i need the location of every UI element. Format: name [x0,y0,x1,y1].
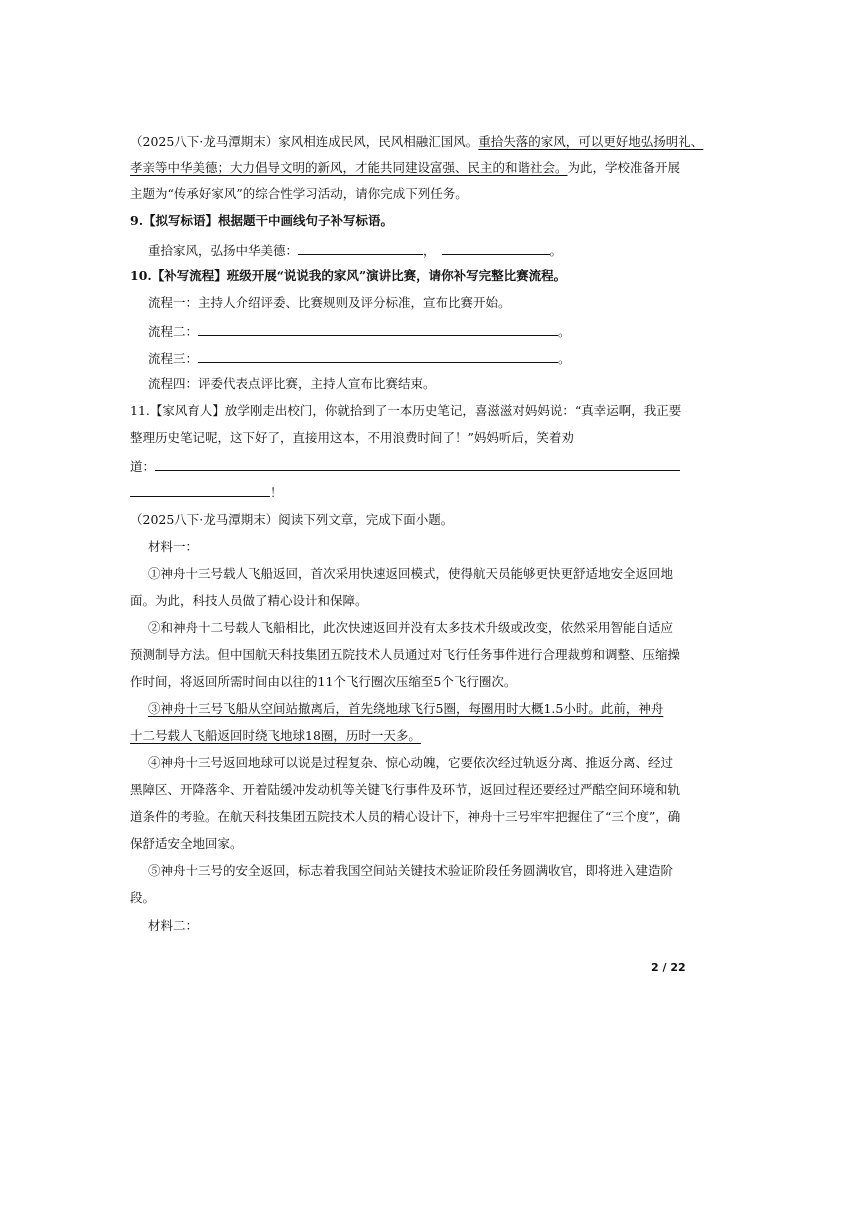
underlined-sentence: 孝亲等中华美德；大力倡导文明的新风，才能共同建设富强、民主的和谐社会。 [130,160,568,175]
paragraph-5-line-2: 段。 [130,890,156,905]
question-11-line-2: 整理历史笔记呢，这下好了，直接用这本，不用浪费时间了！”妈妈听后，笑着劝 [130,430,574,445]
question-11-line-1: 11.【家风育人】放学刚走出校门，你就拾到了一本历史笔记，喜滋滋对妈妈说：“真幸运啊，我正要 [130,403,682,418]
paragraph-1-line-1: ①神舟十三号载人飞船返回，首次采用快速返回模式，使得航天员能够更快更舒适地安全返回地 [148,566,674,581]
step-end: 。 [558,351,571,366]
slogan-separator: ， [423,243,436,258]
intro-line-3: 主题为“传承好家风”的综合性学习活动，请你完成下列任务。 [130,186,468,201]
reading-intro: （2025八下·龙马潭期末）阅读下列文章，完成下面小题。 [130,512,454,527]
paragraph-3-line-1: ③神舟十三号飞船从空间站撤离后，首先绕地球飞行5圈，每圈用时大概1.5小时。此前，神舟 [148,701,664,716]
paragraph-1-line-2: 面。为此，科技人员做了精心设计和保障。 [130,593,368,608]
process-step-3 [148,349,571,367]
paragraph-2-line-2: 预测制导方法。但中国航天科技集团五院技术人员通过对飞行任务事件进行合理裁剪和调整、压缩操 [130,647,681,662]
question-11-line-3 [130,457,680,475]
underlined-sentence: 重拾失落的家风，可以更好地弘扬明礼、 [478,134,704,149]
intro-line-1 [130,134,703,150]
paragraph-4-line-3: 道条件的考验。在航天科技集团五院技术人员的精心设计下，神舟十三号牢牢把握住了“三个度”，确 [130,809,681,824]
paragraph-4-line-4: 保舒适安全地回家。 [130,836,243,851]
process-blank-3[interactable] [198,349,558,363]
answer-label: 道： [130,459,156,474]
intro-text: （2025八下·龙马潭期末）家风相连成民风，民风相融汇国风。 [130,134,479,149]
paragraph-4-line-1: ④神舟十三号返回地球可以说是过程复杂、惊心动魄，它要依次经过轨返分离、推返分离、经过 [148,755,674,770]
answer-end: ！ [270,485,283,500]
slogan-blank-2[interactable] [442,241,550,255]
material-1-heading: 材料一： [148,539,199,554]
intro-text: 为此，学校准备开展 [567,160,681,175]
answer-blank-2[interactable] [130,483,270,497]
step-label: 流程三： [148,351,199,366]
question-9-title: 9.【拟写标语】根据题干中画线句子补写标语。 [130,213,394,228]
process-step-2 [148,322,571,340]
answer-blank-1[interactable] [155,457,680,471]
process-step-1: 流程一：主持人介绍评委、比赛规则及评分标准，宣布比赛开始。 [148,295,511,310]
question-9-answer [148,241,562,259]
step-label: 流程二： [148,324,199,339]
material-2-heading: 材料二： [148,918,199,933]
process-step-4: 流程四：评委代表点评比赛，主持人宣布比赛结束。 [148,376,436,391]
paragraph-5-line-1: ⑤神舟十三号的安全返回，标志着我国空间站关键技术验证阶段任务圆满收官，即将进入建造阶 [148,863,674,878]
paragraph-2-line-1: ②和神舟十二号载人飞船相比，此次快速返回并没有太多技术升级或改变，依然采用智能自适应 [148,620,674,635]
slogan-end: 。 [549,243,563,258]
intro-line-2 [130,160,680,176]
paragraph-3-line-2: 十二号载人飞船返回时绕飞地球18圈，历时一天多。 [130,728,421,743]
paragraph-4-line-2: 黑障区、开降落伞、开着陆缓冲发动机等关键飞行事件及环节，返回过程还要经过严酷空间环境和轨 [130,782,681,797]
question-11-line-4 [130,483,283,501]
process-blank-2[interactable] [198,322,558,336]
question-10-title: 10.【补写流程】班级开展“说说我的家风”演讲比赛，请你补写完整比赛流程。 [130,268,567,283]
paragraph-2-line-3: 作时间，将返回所需时间由以往的11个飞行圈次压缩至5个飞行圈次。 [130,674,517,689]
page-number: 2 / 22 [651,961,686,974]
slogan-blank-1[interactable] [298,241,423,255]
step-end: 。 [558,324,571,339]
slogan-prefix: 重拾家风，弘扬中华美德： [148,243,299,258]
